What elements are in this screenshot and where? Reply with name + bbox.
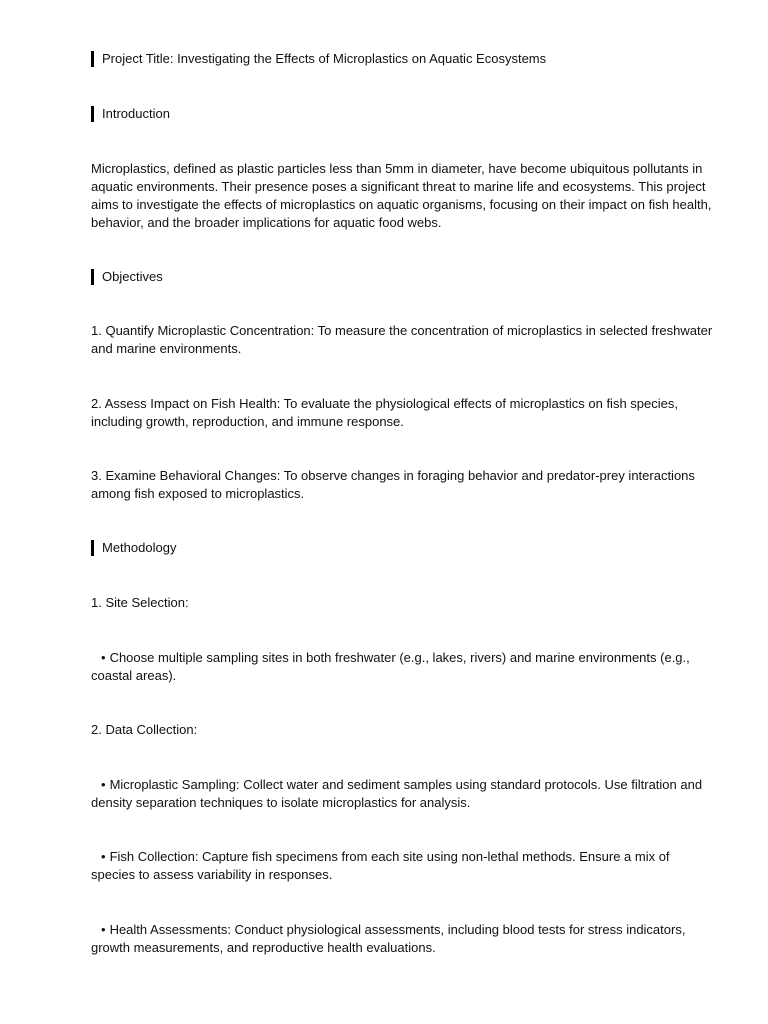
heading-bar (91, 540, 94, 556)
objectives-heading-text: Objectives (102, 269, 163, 284)
bullet-text: Choose multiple sampling sites in both freshwater (e.g., lakes, rivers) and marine environments (e.g., coastal areas). (91, 650, 690, 683)
bullet-text: Fish Collection: Capture fish specimens from each site using non-lethal methods. Ensure a mix of species to assess variability in responses. (91, 849, 670, 882)
heading-bar (91, 51, 94, 67)
data-collection-bullet-1 (91, 776, 716, 812)
bullet-text: Microplastic Sampling: Collect water and sediment samples using standard protocols. Use filtration and density separation techniques to isolate microplastics for analysis. (91, 777, 703, 810)
heading-bar (91, 269, 94, 285)
data-collection-bullet-2 (91, 848, 716, 884)
heading-bar (91, 106, 94, 122)
bullet-icon: • (101, 650, 106, 665)
objective-item-3: 3. Examine Behavioral Changes: To observe changes in foraging behavior and predator-prey interactions among fish exposed to microplastics. (91, 468, 695, 501)
methodology-heading-text: Methodology (102, 540, 177, 555)
bullet-icon: • (101, 922, 106, 937)
project-title-text: Project Title: Investigating the Effects of Microplastics on Aquatic Ecosystems (102, 51, 547, 66)
site-selection-label: 1. Site Selection: (91, 595, 189, 610)
introduction-paragraph: Microplastics, defined as plastic particles less than 5mm in diameter, have become ubiquitous pollutants in aquatic environments. Their presence poses a significant threat to marine life and ecosystems. This project aims to investigate the effects of microplastics on aquatic organisms, focusing on their impact on fish health, behavior, and the broader implications for aquatic food webs. (91, 161, 712, 230)
site-selection-bullet-1 (91, 649, 716, 685)
bullet-icon: • (101, 777, 106, 792)
data-collection-bullet-3 (91, 921, 716, 957)
introduction-heading-text: Introduction (102, 106, 170, 121)
data-collection-label: 2. Data Collection: (91, 722, 198, 737)
bullet-text: Health Assessments: Conduct physiological assessments, including blood tests for stress indicators, growth measurements, and reproductive health evaluations. (91, 922, 686, 955)
objective-item-2: 2. Assess Impact on Fish Health: To evaluate the physiological effects of microplastics on fish species, including growth, reproduction, and immune response. (91, 396, 678, 429)
bullet-icon: • (101, 849, 106, 864)
project-title-heading (91, 50, 716, 68)
methodology-heading (91, 539, 716, 557)
objectives-heading (91, 268, 716, 286)
introduction-heading (91, 105, 716, 123)
objective-item-1: 1. Quantify Microplastic Concentration: To measure the concentration of microplastics in selected freshwater and marine environments. (91, 323, 713, 356)
